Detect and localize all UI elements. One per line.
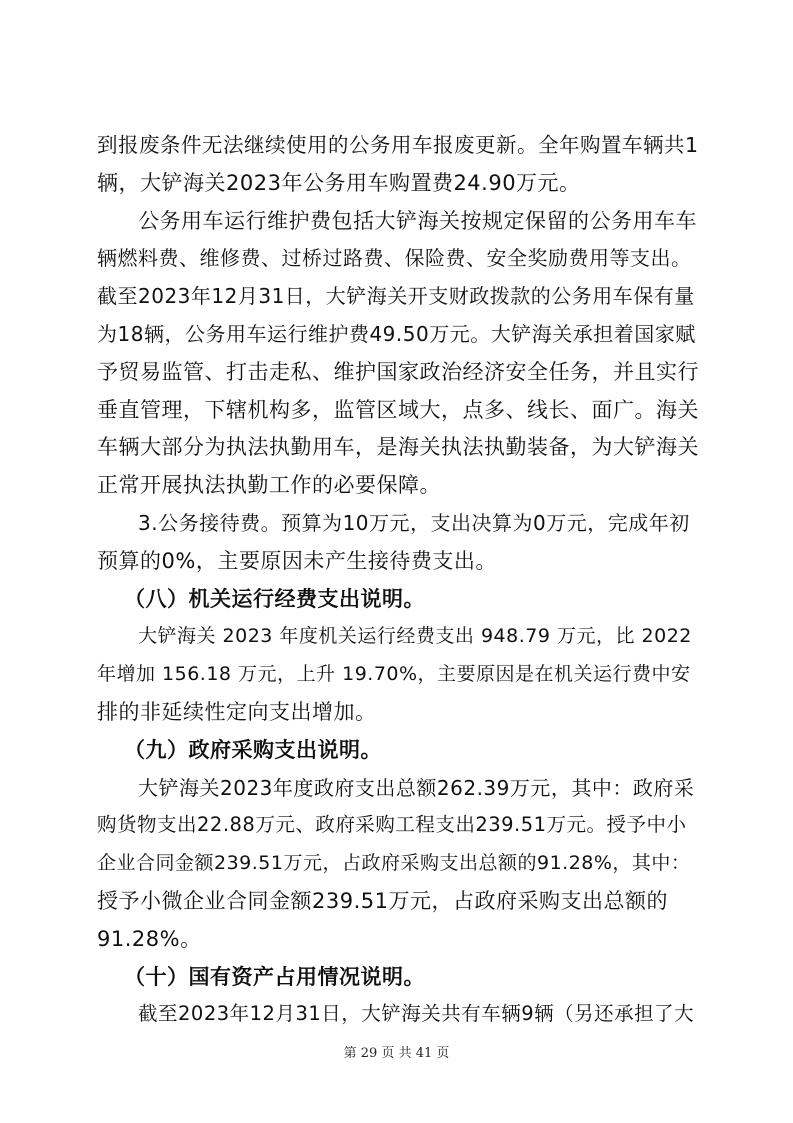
paragraph-line: 91.28%。	[97, 926, 202, 951]
paragraph-line: 车辆大部分为执法执勤用车，是海关执法执勤装备，为大铲海关	[97, 435, 699, 460]
paragraph-line: 辆燃料费、维修费、过桥过路费、保险费、安全奖励费用等支出。	[97, 246, 692, 271]
paragraph-line: 到报废条件无法继续使用的公务用车报废更新。全年购置车辆共1	[97, 133, 699, 157]
paragraph-line: 辆，大铲海关2023年公务用车购置费24.90万元。	[97, 170, 581, 195]
paragraph-line: 企业合同金额239.51万元，占政府采购支出总额的91.28%，其中：	[97, 852, 691, 875]
paragraph-line: 购货物支出22.88万元、政府采购工程支出239.51万元。授予中小	[97, 813, 687, 837]
paragraph-line: 预算的0%，主要原因未产生接待费支出。	[97, 548, 497, 573]
paragraph-line: 年增加 156.18 万元，上升 19.70%，主要原因是在机关运行费中安	[97, 663, 691, 686]
paragraph-line: 截至2023年12月31日，大铲海关共有车辆9辆（另还承担了大	[138, 1002, 695, 1026]
paragraph-line: 授予小微企业合同金额239.51万元，占政府采购支出总额的	[97, 889, 668, 913]
paragraph-line: 为18辆，公务用车运行维护费49.50万元。大铲海关承担着国家赋	[97, 322, 696, 346]
paragraph-line: 大铲海关 2023 年度机关运行经费支出 948.79 万元，比 2022	[138, 625, 692, 648]
page-number-footer: 第 29 页 共 41 页	[343, 1046, 450, 1061]
paragraph-line: 3.公务接待费。预算为10万元，支出决算为0万元，完成年初	[138, 511, 690, 535]
section-heading-10: （十）国有资产占用情况说明。	[124, 964, 425, 989]
paragraph-line: 大铲海关2023年度政府支出总额262.39万元，其中：政府采	[138, 775, 695, 800]
section-heading-9: （九）政府采购支出说明。	[124, 737, 382, 762]
section-heading-8: （八）机关运行经费支出说明。	[124, 586, 425, 611]
paragraph-line: 排的非延续性定向支出增加。	[97, 700, 377, 724]
paragraph-line: 公务用车运行维护费包括大铲海关按规定保留的公务用车车	[138, 208, 697, 233]
paragraph-line: 截至2023年12月31日，大铲海关开支财政拨款的公务用车保有量	[97, 284, 695, 309]
paragraph-line: 垂直管理，下辖机构多，监管区域大，点多、线长、面广。海关	[97, 397, 699, 422]
paragraph-line: 正常开展执法执勤工作的必要保障。	[97, 473, 441, 498]
paragraph-line: 予贸易监管、打击走私、维护国家政治经济安全任务，并且实行	[97, 359, 699, 384]
